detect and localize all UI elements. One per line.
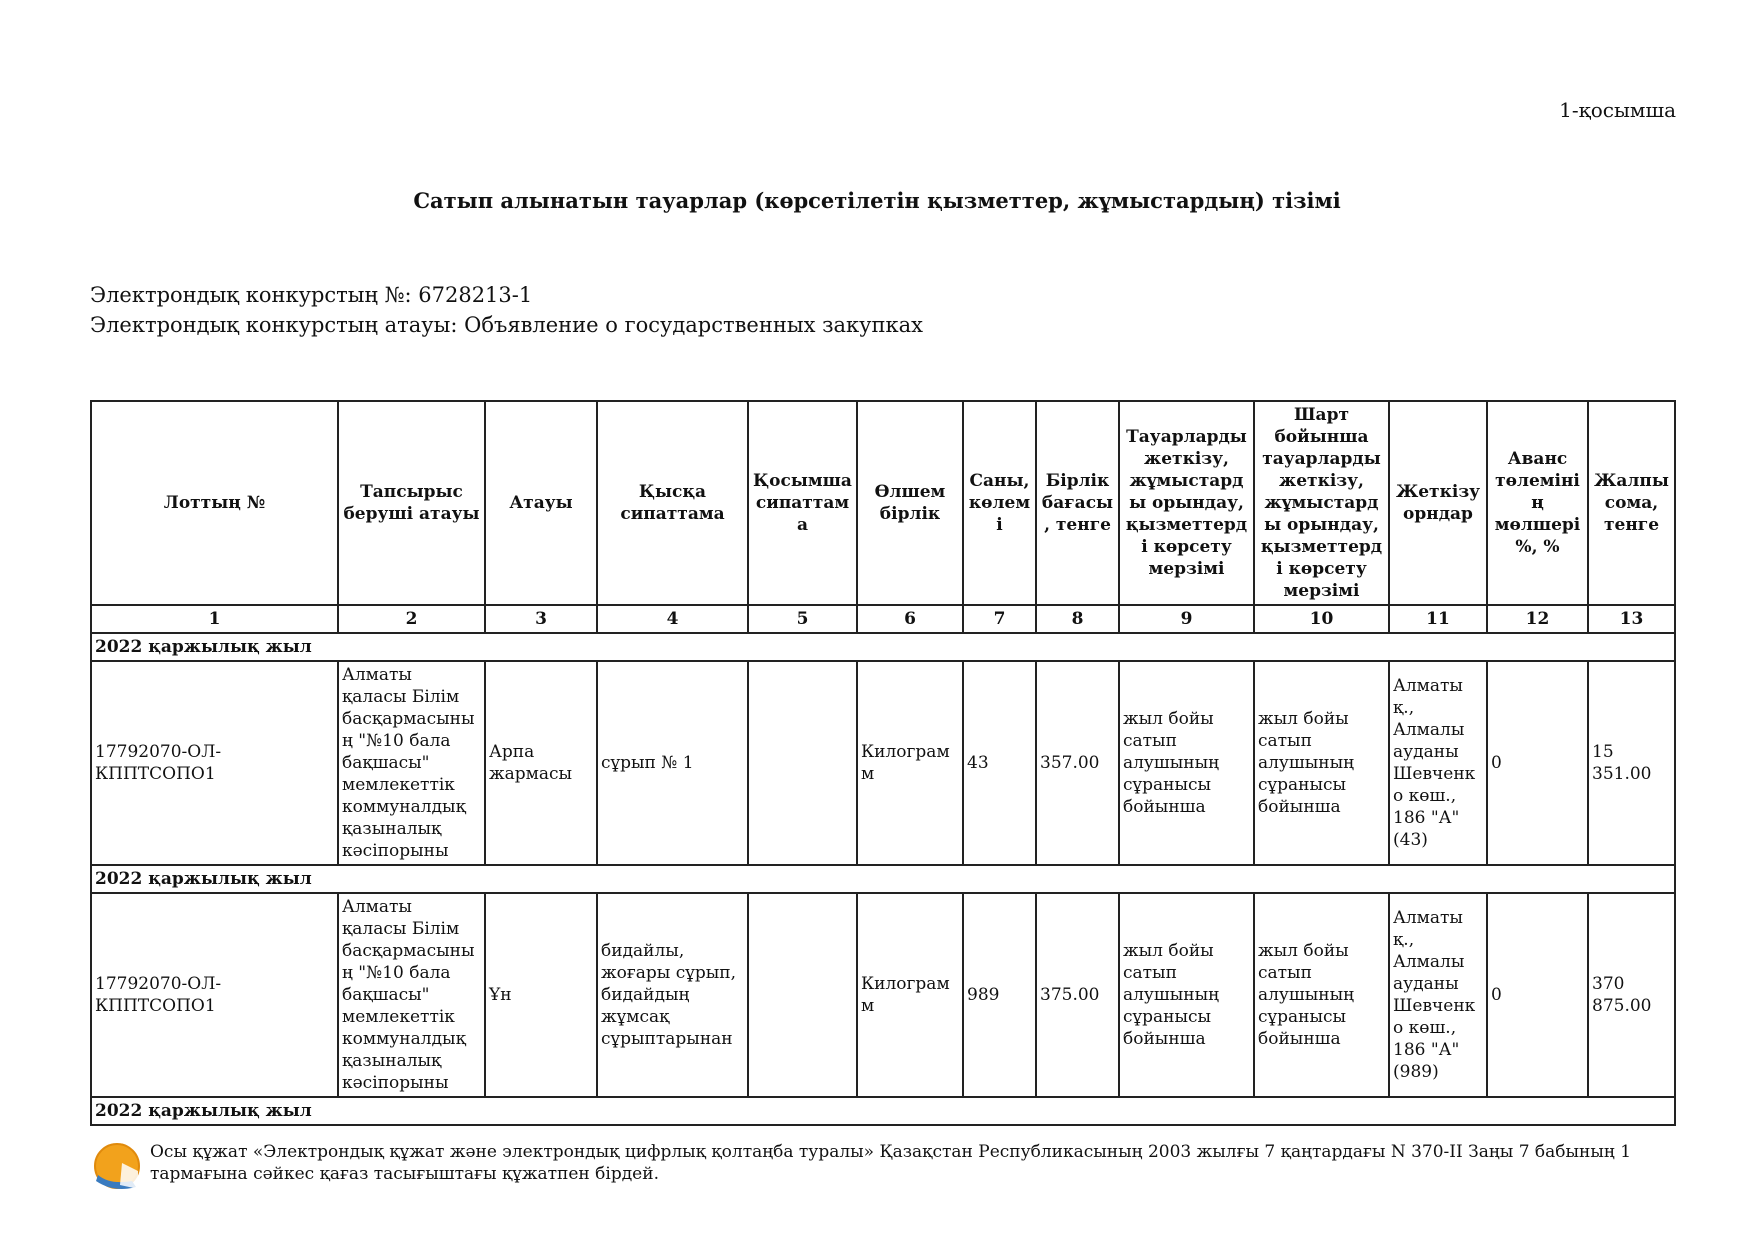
header-delivery-place: Жеткізу орндар: [1389, 401, 1487, 605]
column-number: 9: [1119, 605, 1254, 633]
fiscal-year-row: [91, 865, 1675, 893]
cell-name: Арпа жармасы: [485, 661, 597, 865]
footer: [90, 1141, 1674, 1195]
column-number: 11: [1389, 605, 1487, 633]
header-name: Атауы: [485, 401, 597, 605]
cell-quantity: 43: [963, 661, 1036, 865]
fiscal-year-row: [91, 1097, 1675, 1125]
column-number: 3: [485, 605, 597, 633]
lots-table: [90, 400, 1676, 1126]
header-quantity: Саны, көлемі: [963, 401, 1036, 605]
cell-unit: Килограмм: [857, 661, 963, 865]
cell-delivery-term: жыл бойы сатып алушының сұранысы бойынша: [1119, 661, 1254, 865]
cell-extra-description: [748, 893, 857, 1097]
column-number: 4: [597, 605, 748, 633]
cell-quantity: 989: [963, 893, 1036, 1097]
column-number: 5: [748, 605, 857, 633]
column-number: 13: [1588, 605, 1675, 633]
cell-lot-number: 17792070-ОЛ-КППТСОПО1: [91, 893, 338, 1097]
header-unit: Өлшем бірлік: [857, 401, 963, 605]
cell-delivery-place: Алматы қ., Алмалы ауданы Шевченко көш., 186 "А" (43): [1389, 661, 1487, 865]
cell-unit: Килограмм: [857, 893, 963, 1097]
cell-contract-term: жыл бойы сатып алушының сұранысы бойынша: [1254, 661, 1389, 865]
fiscal-year-label: 2022 қаржылық жыл: [91, 865, 1675, 893]
column-number: 7: [963, 605, 1036, 633]
tender-name: Электрондық конкурстың атауы: Объявление о государственных закупках: [90, 313, 924, 337]
tender-number: Электрондық конкурстың №: 6728213-1: [90, 283, 533, 307]
cell-short-description: бидайлы, жоғары сұрып, бидайдың жұмсақ сұрыптарынан: [597, 893, 748, 1097]
cell-unit-price: 357.00: [1036, 661, 1119, 865]
cell-name: Ұн: [485, 893, 597, 1097]
header-delivery-term: Тауарларды жеткізу, жұмыстарды орындау, қызметтерді көрсету мерзімі: [1119, 401, 1254, 605]
header-extra-description: Қосымша сипаттама: [748, 401, 857, 605]
legal-notice: Осы құжат «Электрондық құжат және электрондық цифрлық қолтаңба туралы» Қазақстан Республикасының 2003 жылғы 7 қаңтардағы N 370-II Заңы 7 бабының 1 тармағына сәйкес қағаз тасығыштағы құжатпен бірдей.: [150, 1142, 1632, 1184]
cell-customer: Алматы қаласы Білім басқармасының "№10 бала бақшасы" мемлекеттік коммуналдық қазыналық кәсіпорыны: [338, 661, 485, 865]
column-numbers-row: [91, 605, 1675, 633]
cell-extra-description: [748, 661, 857, 865]
cell-delivery-place: Алматы қ., Алмалы ауданы Шевченко көш., 186 "А" (989): [1389, 893, 1487, 1097]
cell-unit-price: 375.00: [1036, 893, 1119, 1097]
header-total: Жалпы сома, тенге: [1588, 401, 1675, 605]
cell-customer: Алматы қаласы Білім басқармасының "№10 бала бақшасы" мемлекеттік коммуналдық қазыналық кәсіпорыны: [338, 893, 485, 1097]
egov-seal-icon: [92, 1141, 142, 1191]
cell-advance: 0: [1487, 893, 1588, 1097]
cell-delivery-term: жыл бойы сатып алушының сұранысы бойынша: [1119, 893, 1254, 1097]
header-contract-term: Шарт бойынша тауарларды жеткізу, жұмыстарды орындау, қызметтерді көрсету мерзімі: [1254, 401, 1389, 605]
header-advance: Аванс төлемінің мөлшері %, %: [1487, 401, 1588, 605]
column-number: 6: [857, 605, 963, 633]
header-customer: Тапсырыс беруші атауы: [338, 401, 485, 605]
table-row: [91, 893, 1675, 1097]
column-number: 2: [338, 605, 485, 633]
fiscal-year-label: 2022 қаржылық жыл: [91, 633, 1675, 661]
column-number: 1: [91, 605, 338, 633]
table-row: [91, 661, 1675, 865]
cell-total: 370 875.00: [1588, 893, 1675, 1097]
header-short-description: Қысқа сипаттама: [597, 401, 748, 605]
cell-contract-term: жыл бойы сатып алушының сұранысы бойынша: [1254, 893, 1389, 1097]
document-title: Сатып алынатын тауарлар (көрсетілетін қызметтер, жұмыстардың) тізімі: [413, 188, 1341, 213]
cell-lot-number: 17792070-ОЛ-КППТСОПО1: [91, 661, 338, 865]
column-number: 10: [1254, 605, 1389, 633]
annex-label: 1-қосымша: [1559, 98, 1676, 122]
fiscal-year-label: 2022 қаржылық жыл: [91, 1097, 1675, 1125]
table-header-row: [91, 401, 1675, 605]
column-number: 8: [1036, 605, 1119, 633]
fiscal-year-row: [91, 633, 1675, 661]
header-unit-price: Бірлік бағасы, тенге: [1036, 401, 1119, 605]
cell-short-description: сұрып № 1: [597, 661, 748, 865]
column-number: 12: [1487, 605, 1588, 633]
cell-advance: 0: [1487, 661, 1588, 865]
cell-total: 15 351.00: [1588, 661, 1675, 865]
header-lot-number: Лоттың №: [91, 401, 338, 605]
